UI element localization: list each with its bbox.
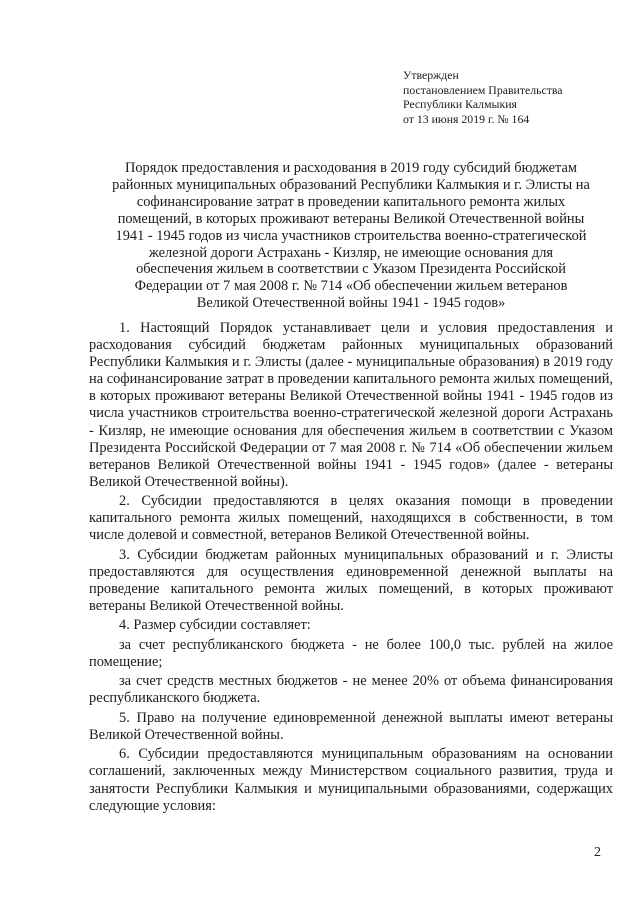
title-line: помещений, в которых проживают ветераны Великой Отечественной войны — [117, 210, 585, 227]
approval-line: от 13 июня 2019 г. № 164 — [403, 111, 530, 126]
page-number: 2 — [594, 845, 601, 860]
title-line: Федерации от 7 мая 2008 г. № 714 «Об обеспечении жильем ветеранов — [134, 278, 568, 295]
title-line: Порядок предоставления и расходования в 2019 году субсидий бюджетам — [124, 160, 578, 176]
paragraph-4-republic-budget: за счет республиканского бюджета - не более 100,0 тыс. рублей на жилое помещение; — [89, 636, 613, 670]
paragraph-2: 2. Субсидии предоставляются в целях оказания помощи в проведении капитального ремонта жилых помещений, находящихся в собственности, в том числе долевой и совместной, ветеранов Великой Отечественной войны. — [89, 493, 613, 544]
title-line: 1941 - 1945 годов из числа участников строительства военно-стратегической — [115, 227, 587, 244]
title-line: железной дороги Астрахань - Кизляр, не имеющие основания для — [148, 244, 554, 261]
title-line: Великой Отечественной войны 1941 - 1945 годов» — [196, 295, 506, 312]
title-line: обеспечения жильем в соответствии с Указом Президента Российской — [136, 261, 566, 278]
approval-stamp — [403, 68, 631, 126]
paragraph-6: 6. Субсидии предоставляются муниципальным образованиям на основании соглашений, заключенных между Министерством социального развития, труда и занятости Республики Калмыкия и муниципальными образованиями, содержащих следующие условия: — [89, 746, 613, 814]
paragraph-4-local-budget: за счет средств местных бюджетов - не менее 20% от объема финансирования республиканского бюджета. — [89, 673, 613, 707]
document-title — [80, 160, 622, 312]
approval-line: постановлением Правительства — [403, 82, 563, 97]
approval-line: Утвержден — [403, 68, 459, 82]
document-body — [89, 320, 613, 817]
paragraph-4: 4. Размер субсидии составляет: — [119, 617, 311, 634]
title-line: районных муниципальных образований Республики Калмыкия и г. Элисты на — [112, 176, 590, 193]
paragraph-3: 3. Субсидии бюджетам районных муниципальных образований и г. Элисты предоставляются для осуществления единовременной денежной выплаты на проведение капитального ремонта жилых помещений, в которых проживают ветераны Великой Отечественной войны. — [89, 546, 613, 615]
approval-line: Республики Калмыкия — [403, 97, 517, 111]
title-line: софинансирование затрат в проведении капитального ремонта жилых — [136, 193, 566, 210]
paragraph-5: 5. Право на получение единовременной денежной выплаты имеют ветераны Великой Отечественной войны. — [89, 709, 613, 743]
paragraph-1: 1. Настоящий Порядок устанавливает цели и условия предоставления и расходования субсидий бюджетам районных муниципальных образований Республики Калмыкия и г. Элисты (далее - муниципальные образования) в 2019 году на софинансирование затрат в проведении капитального ремонта жилых помещений, в которых проживают ветераны Великой Отечественной войны 1941 - 1945 годов из числа участников строительства военно-стратегической железной дороги Астрахань - Кизляр, не имеющие основания для обеспечения жильем в соответствии с Указом Президента Российской Федерации от 7 мая 2008 г. № 714 «Об обеспечении жильем ветеранов Великой Отечественной войны 1941 - 1945 годов» (далее - ветераны Великой Отечественной войны). — [89, 320, 613, 490]
